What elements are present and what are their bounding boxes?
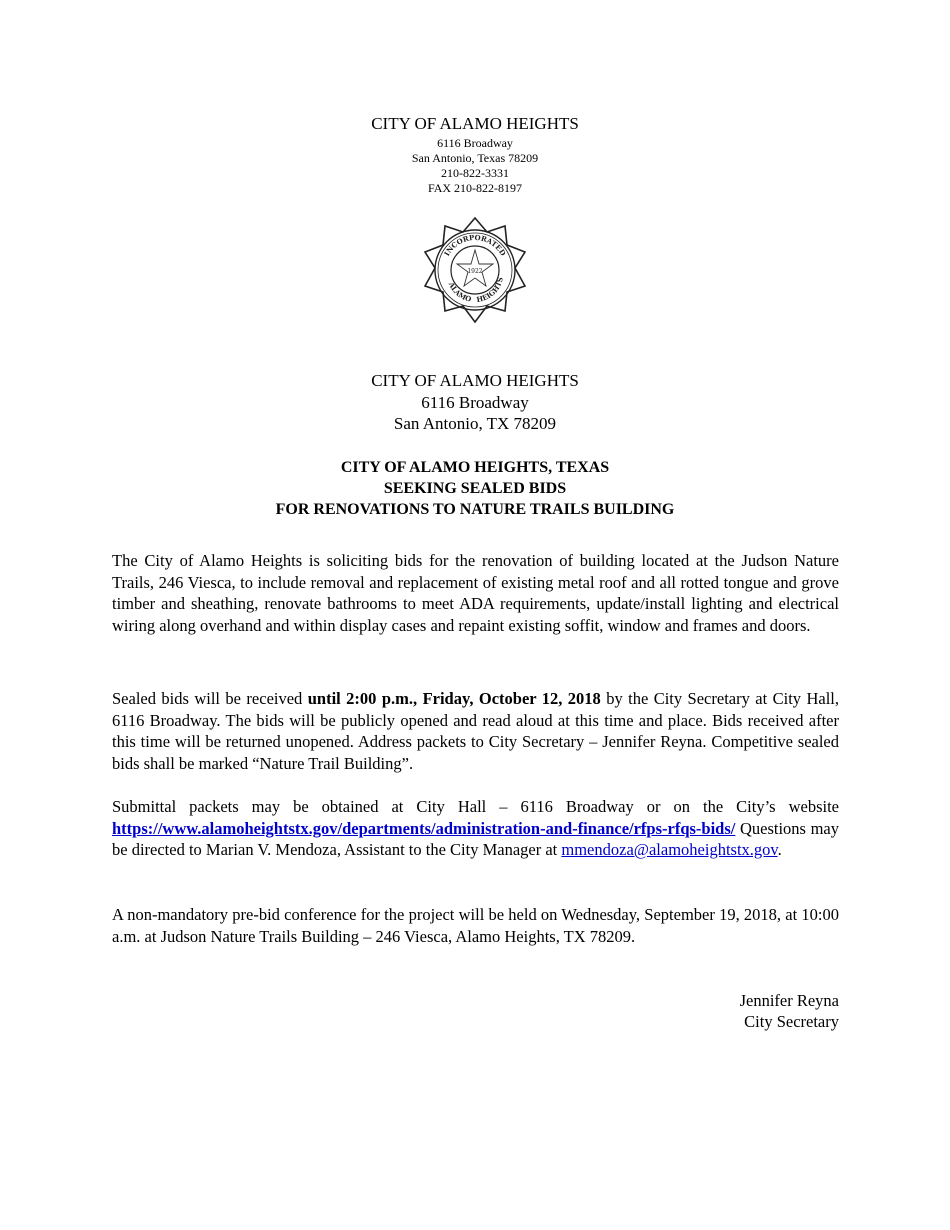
seal-text-top: INCORPORATED	[442, 232, 508, 258]
contact-email-link[interactable]: mmendoza@alamoheightstx.gov	[561, 840, 778, 859]
heading-line-1: CITY OF ALAMO HEIGHTS, TEXAS	[340, 459, 610, 476]
address-line-1: CITY OF ALAMO HEIGHTS	[371, 371, 579, 390]
letterhead-phone: 210-822-3331	[441, 166, 509, 180]
letterhead-fax: FAX 210-822-8197	[427, 181, 523, 195]
letterhead-city-state-zip: San Antonio, Texas 78209	[411, 151, 539, 165]
city-seal-icon	[421, 216, 529, 324]
paragraph-prebid: A non-mandatory pre-bid conference for the project will be held on Wednesday, September 19, 2018, at 10:00 a.m. at Judson Nature Trails Building – 246 Viesca, Alamo Heights, TX 78209.	[112, 905, 839, 946]
paragraph-scope: The City of Alamo Heights is soliciting bids for the renovation of building located at the Judson Nature Trails, 246 Viesca, to include removal and replacement of existing metal roof and all rotted tongue and grove timber and sheathing, renovate bathrooms to meet ADA requirements, update/install lighting and electrical wiring along overhand and within display cases and repaint existing soffit, window and frames and doors.	[112, 551, 839, 635]
letterhead-street: 6116 Broadway	[437, 136, 513, 150]
deadline-date: until 2:00 p.m., Friday, October 12, 2018	[307, 689, 601, 708]
seal-text-bottom-left: ALAMO	[446, 280, 473, 304]
paragraph-deadline	[112, 688, 839, 774]
deadline-text-b: by the City Secretary at City Hall, 6116 Broadway. The bids will be publicly opened and read aloud at this time and place. Bids received after this time will be returned unopened. Address packets to City Secretary – Jennifer Reyna. Competitive sealed bids shall be marked “Nature Trail Building”.	[112, 689, 839, 773]
seal-text-bottom-right: HEIGHTS	[475, 276, 505, 305]
submittal-text-c: .	[777, 840, 782, 859]
heading-line-3: FOR RENOVATIONS TO NATURE TRAILS BUILDING	[275, 501, 675, 518]
rfps-website-link[interactable]: https://www.alamoheightstx.gov/departments/administration-and-finance/rfps-rfqs-bids/	[112, 818, 736, 838]
letterhead-city: CITY OF ALAMO HEIGHTS	[371, 114, 579, 133]
deadline-text-a: Sealed bids will be received	[112, 689, 308, 708]
address-line-2: 6116 Broadway	[421, 393, 529, 412]
address-line-3: San Antonio, TX 78209	[393, 414, 557, 433]
paragraph-submittal	[112, 796, 839, 861]
signature-title: City Secretary	[744, 1012, 839, 1031]
submittal-text-b: Questions may be directed to Marian V. Mendoza, Assistant to the City Manager at	[112, 818, 839, 859]
submittal-text-a: Submittal packets may be obtained at City Hall – 6116 Broadway or on the City’s website	[112, 797, 839, 816]
seal-year: 1922	[467, 268, 483, 275]
signature-name: Jennifer Reyna	[739, 991, 839, 1010]
heading-line-2: SEEKING SEALED BIDS	[383, 480, 567, 497]
